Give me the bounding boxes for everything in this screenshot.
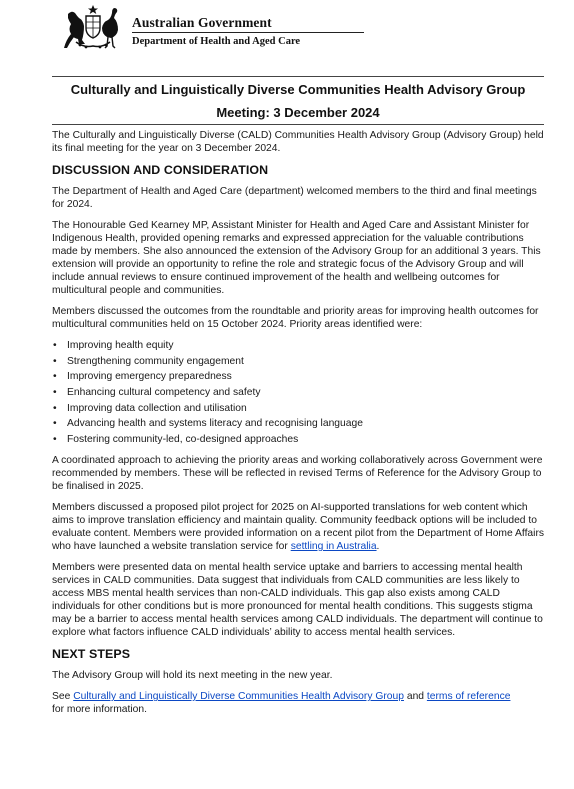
- discussion-heading: DISCUSSION AND CONSIDERATION: [52, 163, 269, 177]
- bullet-icon: •: [53, 371, 57, 383]
- document-body: [52, 129, 548, 724]
- bullet-icon: •: [53, 387, 57, 399]
- discussion-paragraph-6: Members were presented data on mental health service uptake and barriers to accessing mental health services in CALD communities. Data suggest that individuals from CALD communities are less likely to access MBS mental health services than non-CALD individuals. This gap also exists among CALD individuals for other conditions but is more pronounced for mental health conditions. This suggests stigma may be a barrier to access mental health services among CALD individuals. The department will continue to explore what factors influence CALD individuals’ ability to access mental health services.: [52, 562, 543, 639]
- list-item: • Advancing health and systems literacy and recognising language: [53, 418, 363, 430]
- discussion-paragraph-5: Members discussed a proposed pilot project for 2025 on AI-supported translations for web content which aims to improve translation efficiency and maintain quality. Community feedback options will be included to evaluate content. Members were provided information on a recent pilot from the Department of Home Affairs who have launched a website translation service for settling in Australia.: [52, 502, 545, 553]
- list-item: • Improving health equity: [53, 340, 174, 351]
- list-item: • Enhancing cultural competency and safety: [53, 387, 261, 399]
- settling-in-australia-link[interactable]: settling in Australia: [290, 541, 377, 553]
- government-name: Australian Government: [132, 15, 272, 30]
- bullet-icon: •: [53, 434, 57, 446]
- list-item: • Improving emergency preparedness: [53, 371, 232, 383]
- next-steps-paragraph: The Advisory Group will hold its next meeting in the new year.: [52, 670, 333, 682]
- commonwealth-coat-of-arms-icon: [62, 4, 124, 52]
- title-bottom-rule: [52, 124, 544, 125]
- page-title: Culturally and Linguistically Diverse Communities Health Advisory Group: [70, 82, 526, 97]
- bullet-icon: •: [53, 402, 57, 414]
- discussion-paragraph-2: The Honourable Ged Kearney MP, Assistant Minister for Health and Aged Care and Assistant Minister for Indigenous Health, provided opening remarks and expressed appreciation for the valuable contributions made by members. She also announced the extension of the Advisory Group for an additional 3 years. This extension will provide an opportunity to refine the role and strategic focus of the Advisory Group and will include annual reviews to ensure continued improvement of the health and wellbeing outcomes for multicultural people and communities.: [52, 220, 541, 296]
- discussion-paragraph-3: Members discussed the outcomes from the roundtable and priority areas for improving health outcomes for multicultural communities held on 15 October 2024. Priority areas identified were:: [52, 306, 539, 330]
- department-name: Department of Health and Aged Care: [132, 36, 301, 47]
- discussion-paragraph-1: The Department of Health and Aged Care (department) welcomed members to the third and final meetings for 2024.: [52, 186, 537, 210]
- meeting-date-title: Meeting: 3 December 2024: [216, 105, 380, 120]
- more-information-paragraph: See Culturally and Linguistically Diverse Communities Health Advisory Group and terms of reference for more information.: [52, 691, 511, 716]
- bullet-icon: •: [53, 355, 57, 367]
- advisory-group-link[interactable]: Culturally and Linguistically Diverse Communities Health Advisory Group: [73, 691, 404, 703]
- bullet-icon: •: [53, 418, 57, 430]
- list-item: • Strengthening community engagement: [53, 355, 244, 367]
- next-steps-heading: NEXT STEPS: [52, 647, 131, 662]
- terms-of-reference-link[interactable]: terms of reference: [426, 691, 511, 703]
- bullet-icon: •: [53, 340, 57, 351]
- header-divider: [132, 32, 364, 33]
- priority-areas-list: [52, 339, 548, 446]
- title-top-rule: [52, 76, 544, 77]
- list-item: • Improving data collection and utilisation: [53, 402, 247, 414]
- intro-paragraph: The Culturally and Linguistically Diverse (CALD) Communities Health Advisory Group (Advisory Group) held its final meeting for the year on 3 December 2024.: [52, 130, 544, 154]
- list-item: • Fostering community-led, co-designed approaches: [53, 434, 299, 446]
- discussion-paragraph-4: A coordinated approach to achieving the priority areas and working collaboratively across Government were recommended by members. These will be reflected in revised Terms of Reference for the Advisory Group to be finalised in 2025.: [52, 455, 543, 493]
- government-header: [62, 4, 362, 54]
